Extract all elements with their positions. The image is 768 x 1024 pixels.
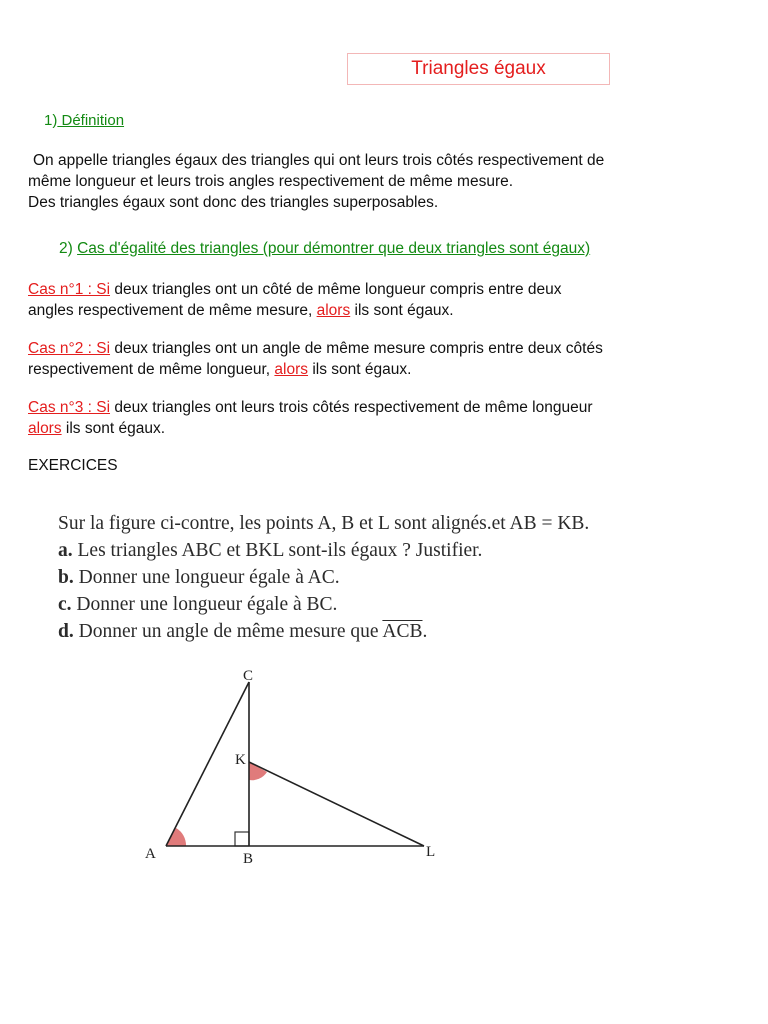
angle-mark-a bbox=[166, 828, 186, 846]
case-text: ils sont égaux. bbox=[350, 302, 454, 319]
case-text: ils sont égaux. bbox=[308, 361, 412, 378]
case-text: ils sont égaux. bbox=[61, 420, 166, 437]
page-title bbox=[347, 53, 610, 85]
exercise-item-c: c. Donner une longueur égale à BC. bbox=[58, 594, 338, 615]
exercise-statement bbox=[58, 510, 589, 645]
case-label: Cas n°1 : Si bbox=[28, 281, 111, 298]
point-label-a: A bbox=[145, 846, 156, 862]
definition-line-2: même longueur et leurs trois angles respectivement de même mesure. bbox=[28, 173, 514, 190]
point-label-b: B bbox=[243, 851, 254, 867]
section-number: 1) bbox=[44, 112, 58, 129]
exercise-item-d: d. Donner un angle de même mesure que $\overline{ACB}$. bbox=[58, 621, 428, 642]
angle-notation: $\overline{ACB}$ bbox=[382, 621, 423, 642]
point-label-c: C bbox=[243, 668, 254, 684]
right-angle-marker bbox=[235, 832, 249, 846]
section-cases-heading bbox=[59, 240, 590, 258]
exercises-title: EXERCICES bbox=[28, 457, 118, 474]
case-label: Cas n°2 : Si bbox=[28, 340, 111, 357]
case-text: respectivement de même longueur, bbox=[28, 361, 275, 378]
section-title: Définition bbox=[57, 112, 125, 129]
case-text: angles respectivement de même mesure, bbox=[28, 302, 317, 319]
case-text: deux triangles ont leurs trois côtés respectivement de même longueur bbox=[110, 399, 593, 416]
definition-line-3: Des triangles égaux sont donc des triangles superposables. bbox=[28, 194, 439, 211]
alors-keyword: alors bbox=[316, 302, 351, 319]
case-2 bbox=[28, 338, 728, 380]
section-number: 2) bbox=[59, 240, 78, 257]
case-text: deux triangles ont un angle de même mesure compris entre deux côtés bbox=[110, 340, 603, 357]
page-title-text: Triangles égaux bbox=[411, 58, 546, 79]
case-1 bbox=[28, 279, 728, 321]
alors-keyword: alors bbox=[28, 420, 62, 437]
section-title: Cas d'égalité des triangles (pour démontrer que deux triangles sont égaux) bbox=[77, 240, 591, 257]
case-label: Cas n°3 : Si bbox=[28, 399, 111, 416]
case-3 bbox=[28, 397, 728, 439]
definition-line-1: On appelle triangles égaux des triangles qui ont leurs trois côtés respectivement de bbox=[33, 152, 605, 169]
definition-paragraph bbox=[28, 150, 728, 213]
angle-mark-k bbox=[249, 762, 267, 780]
section-definition-heading bbox=[44, 112, 124, 129]
point-label-l: L bbox=[426, 844, 436, 860]
case-text: deux triangles ont un côté de même longueur compris entre deux bbox=[110, 281, 562, 298]
exercise-item-a: a. Les triangles ABC et BKL sont-ils égaux ? Justifier. bbox=[58, 540, 483, 561]
segment-kl bbox=[249, 762, 424, 846]
alors-keyword: alors bbox=[274, 361, 309, 378]
exercise-item-b: b. Donner une longueur égale à AC. bbox=[58, 567, 340, 588]
point-label-k: K bbox=[235, 752, 246, 768]
geometry-figure bbox=[138, 664, 458, 874]
exercise-intro: Sur la figure ci-contre, les points A, B et L sont alignés.et AB = KB. bbox=[58, 513, 590, 534]
